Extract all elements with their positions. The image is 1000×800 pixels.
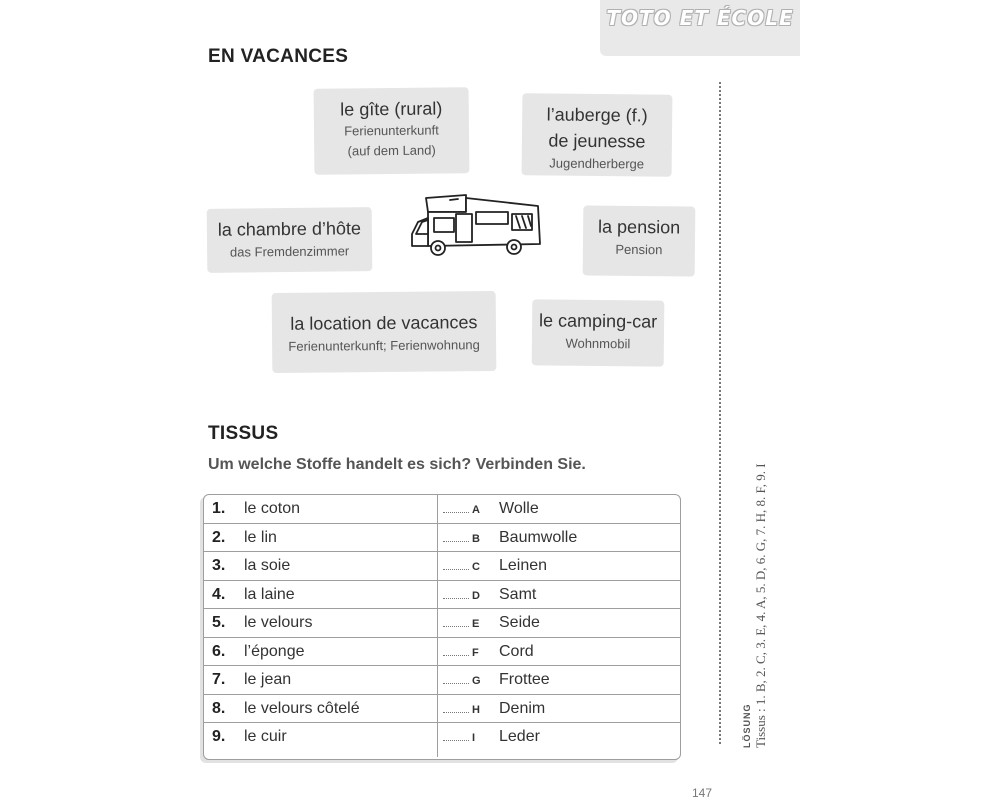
card-german-term: Ferienunterkunft; Ferienwohnung (288, 337, 480, 354)
french-term: le lin (244, 528, 277, 546)
table-row (204, 666, 680, 695)
card-french-term: le gîte (rural) (340, 98, 443, 120)
answer-blank[interactable] (443, 512, 469, 513)
vocab-card-auberge (522, 93, 673, 177)
table-row (204, 552, 680, 581)
answer-blank[interactable] (443, 712, 469, 713)
answer-blank[interactable] (443, 541, 469, 542)
answer-letter: E (472, 618, 480, 630)
card-french-term: l’auberge (f.) (546, 104, 648, 126)
german-term: Cord (499, 642, 534, 660)
german-term: Wolle (499, 500, 539, 517)
card-german-term: Pension (615, 241, 663, 258)
card-german-term: Wohnmobil (565, 335, 631, 352)
answer-blank[interactable] (443, 740, 469, 741)
table-row (204, 695, 680, 724)
answer-blank[interactable] (443, 683, 469, 684)
answer-letter: H (472, 703, 480, 716)
french-term: le velours (244, 614, 313, 631)
matching-table (203, 494, 681, 760)
row-number: 6. (212, 642, 226, 660)
german-term: Seide (499, 614, 540, 631)
row-number: 4. (212, 585, 226, 603)
french-term: le cuir (244, 728, 287, 745)
answer-letter: D (472, 589, 480, 602)
row-number: 1. (212, 500, 226, 517)
row-number: 2. (212, 528, 226, 546)
answer-blank[interactable] (443, 598, 469, 599)
answer-letter: C (472, 561, 480, 573)
answer-letter: G (472, 675, 481, 687)
german-term: Leinen (499, 557, 548, 574)
french-term: l’éponge (244, 642, 305, 660)
margin-dotted-divider (719, 82, 721, 744)
exercise-prompt: Um welche Stoffe handelt es sich? Verbinden Sie. (208, 456, 586, 473)
page-number: 147 (692, 786, 713, 800)
table-row (204, 524, 680, 553)
card-french-term: le camping-car (538, 310, 658, 332)
card-french-term: la chambre d’hôte (217, 218, 362, 240)
french-term: la soie (244, 557, 291, 574)
row-number: 9. (212, 728, 226, 745)
row-number: 7. (212, 671, 226, 688)
vocab-card-location (272, 291, 497, 373)
german-term: Denim (499, 699, 546, 717)
card-german-term: Jugendherberge (549, 155, 645, 172)
vocab-card-gite (314, 87, 470, 175)
german-term: Samt (499, 585, 537, 603)
french-term: le coton (244, 500, 301, 517)
card-german-term: das Fremdenzimmer (229, 243, 350, 260)
answer-letter: B (472, 532, 480, 545)
solution-label: LÖSUNG (742, 703, 752, 748)
french-term: le velours côtelé (244, 699, 360, 717)
header-title: TOTO ET ÉCOLE (606, 6, 794, 30)
table-row (204, 581, 680, 610)
table-row (204, 495, 680, 524)
vocab-card-pension (583, 205, 696, 276)
answer-letter: I (472, 732, 476, 744)
table-row (204, 723, 680, 752)
table-row (204, 638, 680, 667)
answer-blank[interactable] (443, 655, 469, 656)
card-french-term: la location de vacances (290, 312, 478, 334)
answer-blank[interactable] (443, 569, 469, 570)
vocab-card-chambre (207, 207, 373, 273)
german-term: Frottee (499, 671, 550, 688)
answer-blank[interactable] (443, 626, 469, 627)
header-tab (600, 0, 800, 56)
row-number: 8. (212, 699, 226, 717)
french-term: le jean (244, 671, 292, 688)
row-number: 5. (212, 614, 226, 631)
section-title-vacances: EN VACANCES (208, 46, 349, 67)
solution-text: Tissus : 1. B, 2. C, 3. E, 4. A, 5. D, 6. G, 7. H, 8. F, 9. I (753, 463, 768, 748)
card-german-term: Ferienunterkunft (344, 122, 439, 139)
vocab-card-camping-car (532, 299, 665, 366)
german-term: Leder (499, 728, 540, 745)
card-french-term: la pension (597, 216, 681, 238)
table-row (204, 609, 680, 638)
row-number: 3. (212, 557, 226, 574)
solution-box (742, 463, 769, 748)
section-title-tissus: TISSUS (208, 423, 279, 444)
french-term: la laine (244, 585, 295, 603)
german-term: Baumwolle (499, 528, 578, 546)
card-french-term: de jeunesse (548, 130, 646, 152)
answer-letter: F (472, 646, 479, 659)
card-german-term: (auf dem Land) (347, 142, 436, 159)
answer-letter: A (472, 504, 480, 516)
camper-van-icon (406, 190, 546, 262)
